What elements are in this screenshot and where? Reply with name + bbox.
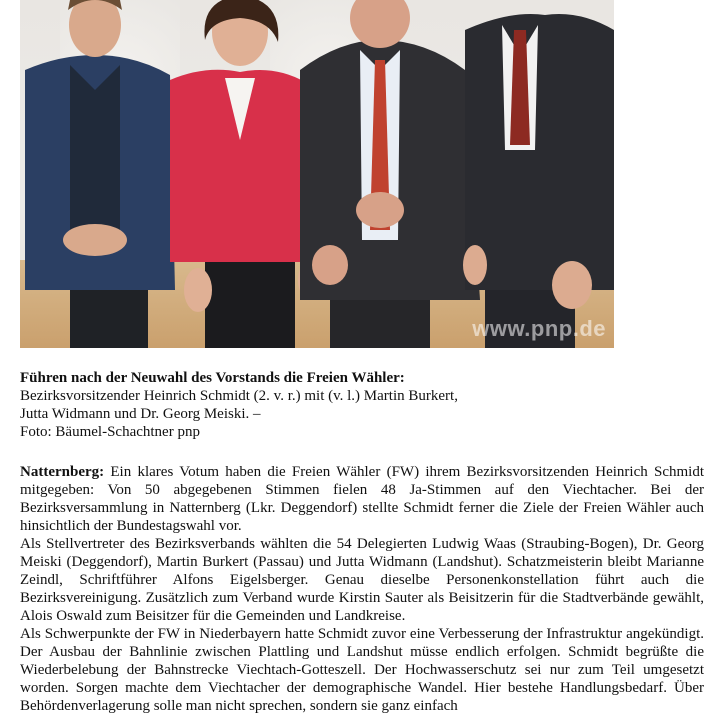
person-georg-meiski bbox=[463, 14, 614, 348]
dateline: Natternberg: bbox=[20, 464, 105, 480]
article-photo bbox=[20, 0, 614, 348]
person-jutta-widmann bbox=[170, 0, 322, 348]
article-paragraph: Als Schwerpunkte der FW in Niederbayern hatte Schmidt zuvor eine Verbesserung der Infrastruktur angekündigt. Der Ausbau der Bahnlinie zwischen Plattling und Landshut müsse endlich erfolgen. Schmidt begrüßte die Wiederbelebung der Bahnstrecke Viechtach-Gotteszell. Der Hochwasserschutz sei nur zum Teil umgesetzt worden. Sorgen machte dem Viechtacher der demographische Wandel. Hier bestehe Handlungsbedarf. Über Behördenverlagerung solle man nicht sprechen, sondern sie ganz einfach bbox=[20, 626, 704, 714]
person-heinrich-schmidt bbox=[300, 0, 480, 348]
article-body bbox=[20, 463, 704, 715]
caption-line: Jutta Widmann und Dr. Georg Meiski. – bbox=[20, 406, 261, 422]
paragraph-text: Ein klares Votum haben die Freien Wähler (FW) ihrem Bezirksvorsitzenden Heinrich Schmidt mitgegeben: Von 50 abgegebenen Stimmen fielen 48 Ja-Stimmen auf den Viechtacher. Bei der Bezirksversammlung in Natternberg (Lkr. Deggendorf) stellte Schmidt ferner die Ziele der Freien Wähler auch hinsichtlich der Bundestagswahl vor. bbox=[20, 464, 704, 534]
photo-watermark: www.pnp.de bbox=[472, 316, 606, 341]
article-paragraph: Als Stellvertreter des Bezirksverbands wählten die 54 Delegierten Ludwig Waas (Straubing-Bogen), Dr. Georg Meiski (Deggendorf), Martin Burkert (Passau) und Jutta Widmann (Landshut). Schatzmeisterin bleibt Marianne Zeindl, Schriftführer Alfons Eigelsberger. Genau dieselbe Personenkonstellation führt auch die Bezirksvereinigung. Zusätzlich zum Verband wurde Kirstin Sauter als Beisitzerin für die Stadtverbände gewählt, Alois Oswald zum Beisitzer für die Gemeinden und Landkreise. bbox=[20, 536, 704, 624]
article-paragraph bbox=[20, 463, 704, 535]
person-martin-burkert bbox=[25, 0, 175, 348]
caption-title: Führen nach der Neuwahl des Vorstands die Freien Wähler: bbox=[20, 370, 405, 386]
caption-line: Bezirksvorsitzender Heinrich Schmidt (2. v. r.) mit (v. l.) Martin Burkert, bbox=[20, 388, 458, 404]
caption-credit: Foto: Bäumel-Schachtner pnp bbox=[20, 424, 200, 440]
photo-caption bbox=[20, 369, 700, 441]
